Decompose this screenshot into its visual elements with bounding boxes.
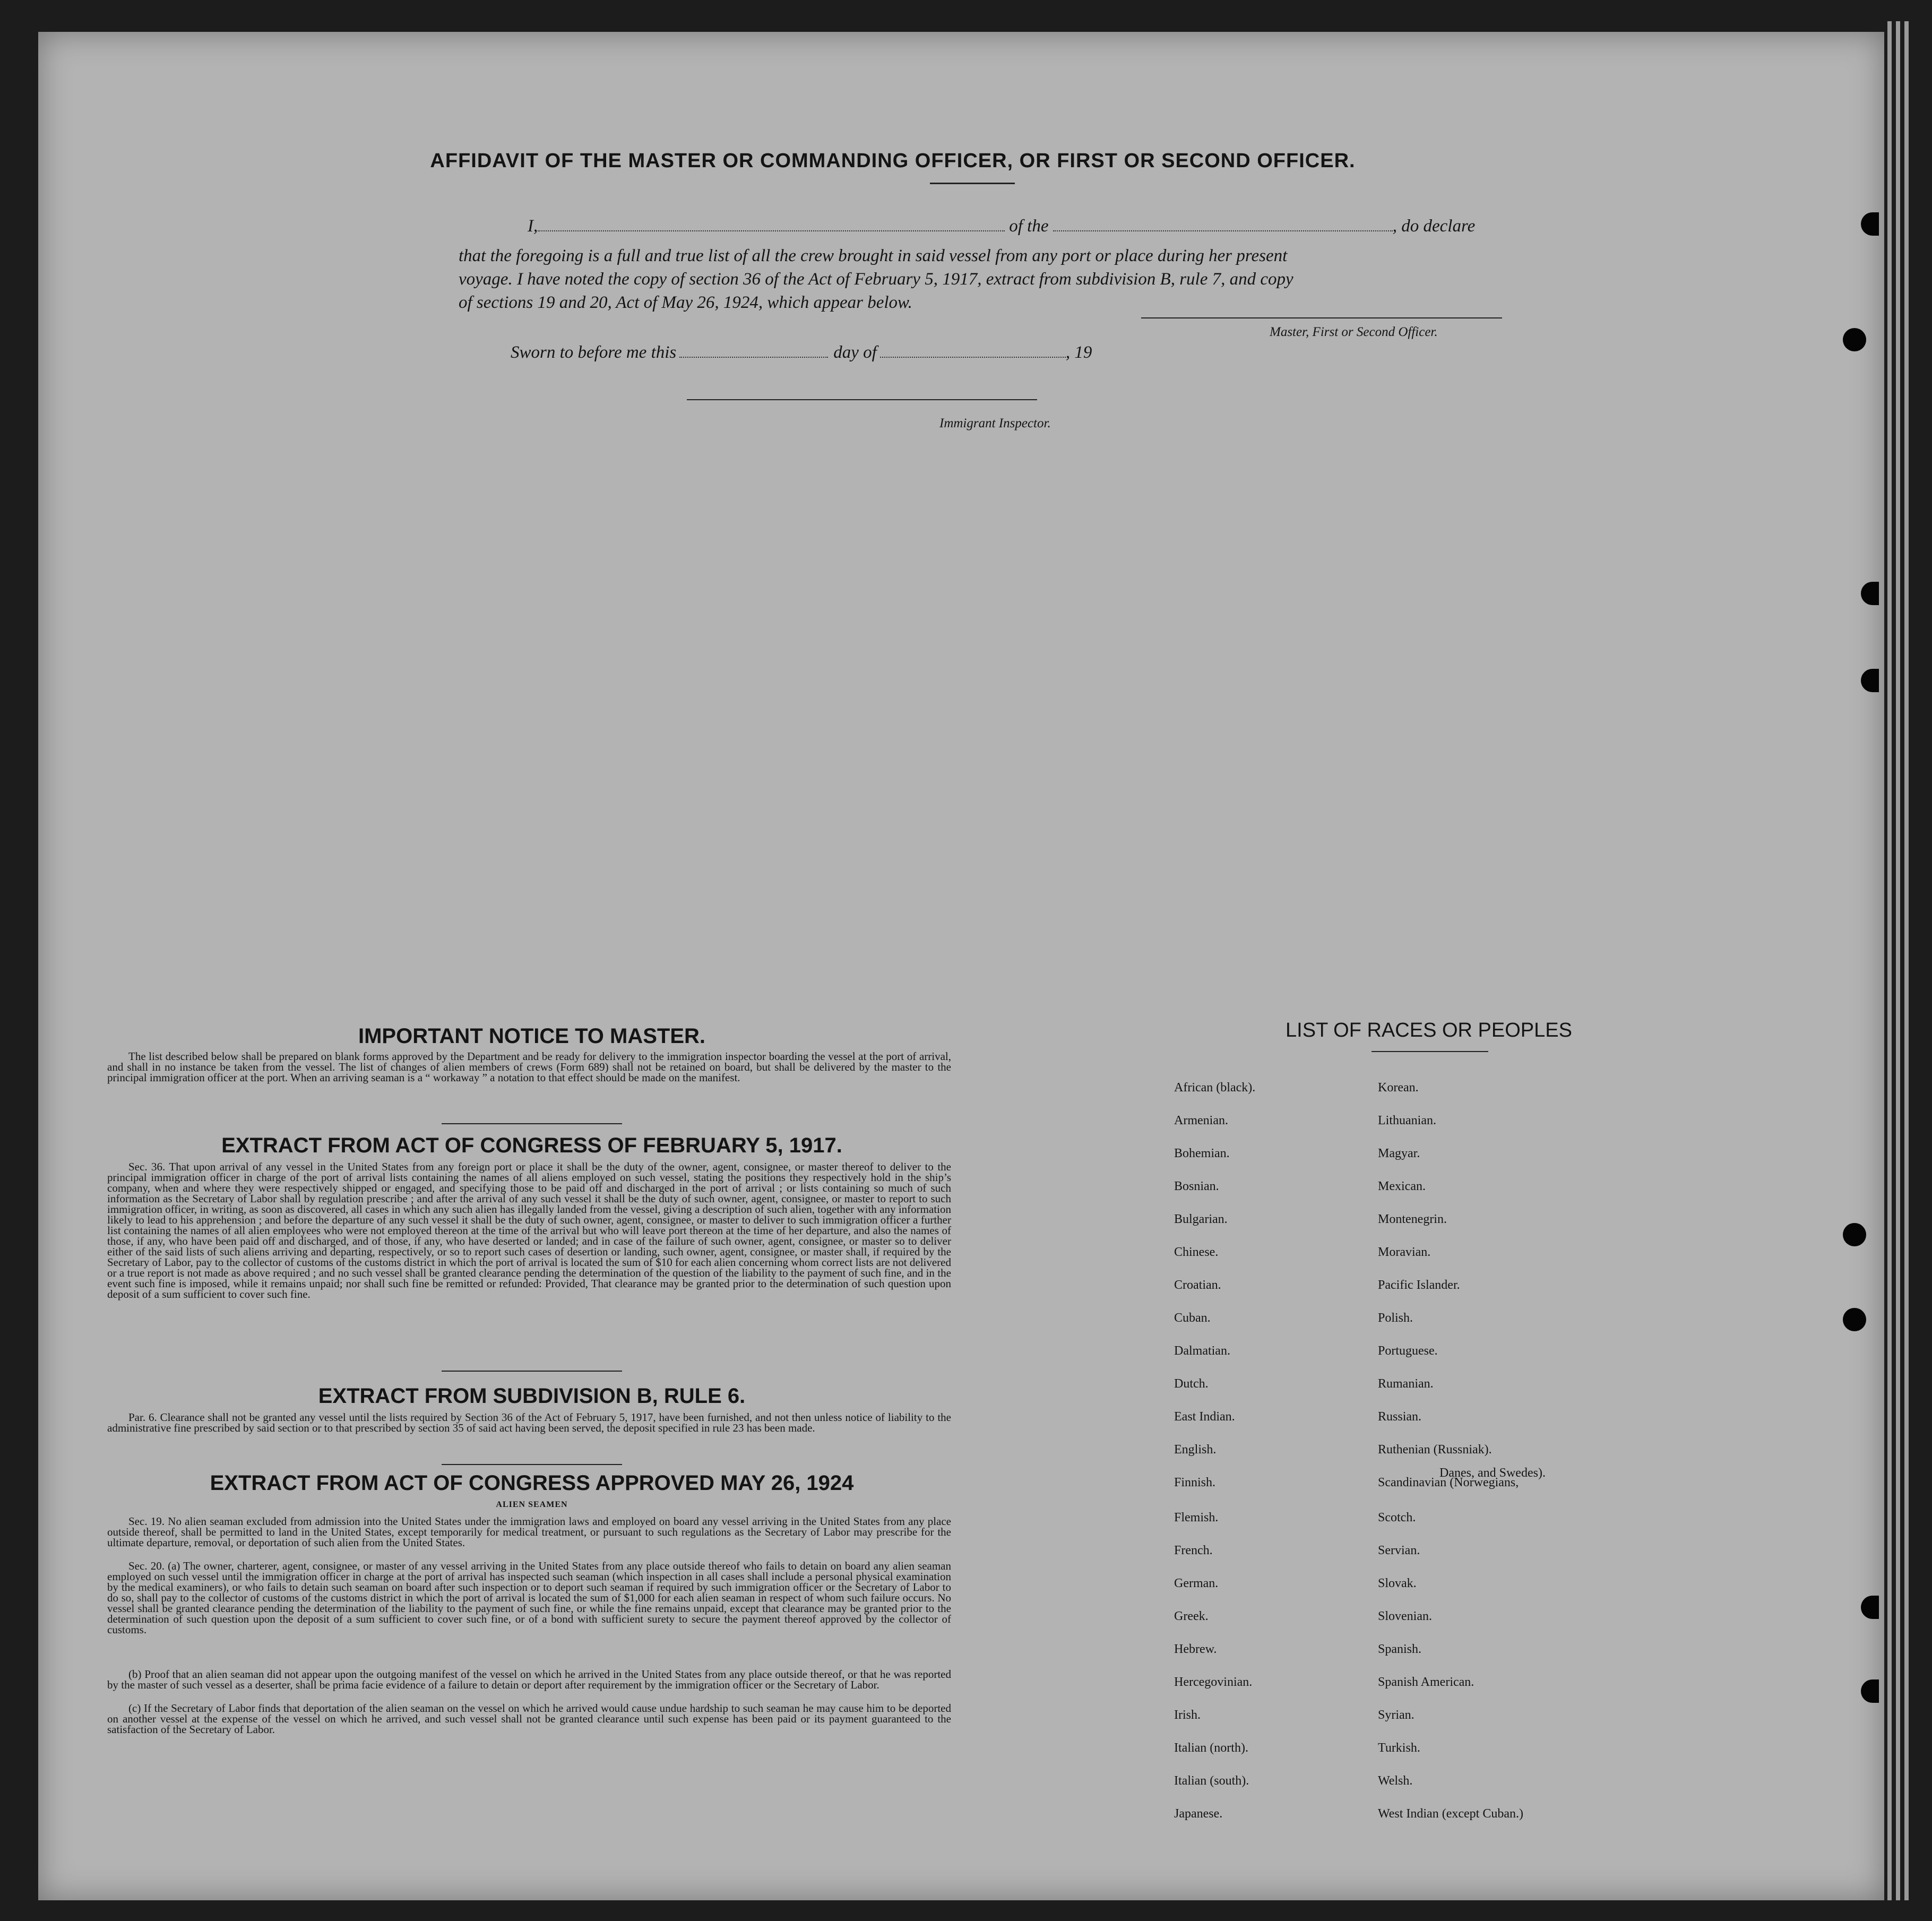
sec-20b-text: (b) Proof that an alien seaman did not appear upon the outgoing manifest of the vessel on which he arrived in the United States from any place outside thereof, or that he was reported by the master of such vessel as a deserter, shall be prima facie evidence of a failure to detain or deport after requirement by the immigration officer or the Secretary of Labor.: [107, 1668, 951, 1691]
do-declare-label: , do declare: [1392, 217, 1476, 236]
race-item: Syrian.: [1378, 1708, 1414, 1722]
punch-hole: [1843, 328, 1866, 351]
race-item: Bosnian.: [1174, 1179, 1219, 1193]
extract-1917-title: EXTRACT FROM ACT OF CONGRESS OF FEBRUARY 5, 1917.: [221, 1134, 842, 1157]
punch-hole: [1861, 1679, 1879, 1703]
race-item: Servian.: [1378, 1544, 1420, 1557]
race-item: Spanish.: [1378, 1642, 1422, 1656]
race-item: Russian.: [1378, 1410, 1422, 1424]
inspector-caption: Immigrant Inspector.: [939, 416, 1051, 430]
race-item: Slovenian.: [1378, 1609, 1432, 1623]
divider: [1372, 1051, 1488, 1052]
race-item: Irish.: [1174, 1708, 1201, 1722]
race-item: Dutch.: [1174, 1377, 1209, 1391]
punch-hole: [1861, 669, 1879, 692]
i-label: I,: [528, 217, 538, 236]
affidavit-title: AFFIDAVIT OF THE MASTER OR COMMANDING OFFICER, OR FIRST OR SECOND OFFICER.: [430, 150, 1356, 172]
race-item: Chinese.: [1174, 1245, 1219, 1259]
punch-hole: [1843, 1308, 1866, 1331]
affidavit-body-line: that the foregoing is a full and true list of all the crew brought in said vessel from any port or place during her present: [459, 246, 1288, 265]
sec-20a-text: Sec. 20. (a) The owner, charterer, agent, consignee, or master of any vessel arriving in the United States from any place outside thereof who fails to detain on board any alien seaman employed on such vessel until the immigration officer in charge at the port of arrival has inspected such seaman (which inspection in all cases shall include a personal physical examination by the medical examiners), or who fails to detain such seaman on board after such inspection or to deport such seaman if required by such immigration officer or the Secretary of Labor to do so, shall pay to the collector of customs of the customs district in which the port of arrival is located the sum of $1,000 for each alien seaman in respect of whom such failure occurs. No vessel shall be granted clearance pending the determination of the liability to the payment of such fine, or while the fine remains unpaid, except that clearance may be granted prior to the determination of such question upon the deposit of a sum sufficient to cover such fine, or of a bond with sufficient surety to secure the payment thereof approved by the collector of customs.: [107, 1560, 951, 1636]
subdivision-b-title: EXTRACT FROM SUBDIVISION B, RULE 6.: [318, 1384, 746, 1408]
race-item: Polish.: [1378, 1311, 1413, 1325]
race-item: Turkish.: [1378, 1741, 1420, 1755]
punch-hole: [1861, 212, 1879, 236]
race-item: Welsh.: [1378, 1774, 1413, 1788]
race-item: Italian (south).: [1174, 1774, 1249, 1788]
divider: [442, 1371, 622, 1372]
race-item: African (black).: [1174, 1081, 1256, 1095]
signature-line[interactable]: [1141, 317, 1502, 318]
document-sheet: [38, 32, 1884, 1900]
race-item: Hebrew.: [1174, 1642, 1217, 1656]
race-item: Finnish.: [1174, 1476, 1216, 1489]
race-item: Portuguese.: [1378, 1344, 1438, 1358]
race-item: Montenegrin.: [1378, 1212, 1447, 1226]
race-item: Greek.: [1174, 1609, 1209, 1623]
subdivision-b-text: Par. 6. Clearance shall not be granted any vessel until the lists required by Section 36 of the Act of February 5, 1917, have been furnished, and not then unless notice of liability to the administrative fine prescribed by said section or to that prescribed by section 35 of said act having been served, the deposit specified in rule 23 has been made.: [107, 1411, 951, 1434]
day-of-label: day of: [833, 343, 877, 362]
page-edge: [1887, 21, 1892, 1900]
race-item: English.: [1174, 1443, 1217, 1457]
name-field[interactable]: [538, 217, 1005, 231]
sec-19-text: Sec. 19. No alien seaman excluded from admission into the United States under the immigration laws and employed on board any vessel arriving in the United States from any place outside thereof, shall be permitted to land in the United States, except temporarily for medical treatment, or pursuant to such regulations as the Secretary of Labor may prescribe for the ultimate departure, removal, or deportation of such alien from the United States.: [107, 1515, 951, 1549]
race-item: Lithuanian.: [1378, 1114, 1436, 1127]
race-item: Rumanian.: [1378, 1377, 1434, 1391]
race-item: Hercegovinian.: [1174, 1675, 1253, 1689]
punch-hole: [1861, 582, 1879, 605]
race-item: Bulgarian.: [1174, 1212, 1228, 1226]
extract-1917-text: Sec. 36. That upon arrival of any vessel in the United States from any foreign port or place it shall be the duty of the owner, agent, consignee, or master thereof to deliver to the principal immigration officer in charge of the port of arrival lists containing the names of all aliens employed on such vessel, stating the positions they respectively hold in the ship’s company, when and where they were respectively shipped or engaged, and specifying those to be paid off and discharged in the port of arrival ; or lists containing so much of such information as the Secretary of Labor shall by regulation prescribe ; and after the arrival of any such vessel it shall be the duty of such owner, agent, consignee, or master to report to such immigration officer, in writing, as soon as discovered, all cases in which any such alien has illegally landed from the vessel, giving a description of such alien, together with any information likely to lead to his apprehension ; and before the departure of any such vessel it shall be the duty of such owner, agent, consignee, or master to deliver to such immigration officer a further list containing the names of all alien employees who were not employed thereon at the time of the arrival but who will leave port thereon at the time of her departure, and also the names of those, if any, who have been paid off and discharged, and of those, if any, who have deserted or landed; and in case of the failure of such owner, agent, consignee, or master so to deliver either of the said lists of such aliens arriving and departing, respectively, or so to report such cases of desertion or landing, such owner, agent, consignee, or master shall, if required by the Secretary of Labor, pay to the collector of customs of the customs district in which the port of arrival is located the sum of $10 for each alien concerning whom correct lists are not delivered or a true report is not made as above required ; and no such vessel shall be granted clearance pending the determination of the question of the liability to the payment of such fine, and in the event such fine is imposed, while it remains unpaid; nor shall such fine be remitted or refunded: Provided, That clearance may be granted prior to the determination of such question upon deposit of a sum sufficient to cover such fine.: [107, 1160, 951, 1300]
race-item: Mexican.: [1378, 1179, 1426, 1193]
year-prefix: , 19: [1065, 343, 1092, 362]
affidavit-body-line: of sections 19 and 20, Act of May 26, 1924, which appear below.: [459, 293, 912, 312]
signature-caption: Master, First or Second Officer.: [1270, 325, 1438, 339]
page-edge: [1904, 21, 1909, 1900]
sworn-before-label: Sworn to before me this: [511, 343, 677, 362]
race-item: East Indian.: [1174, 1410, 1235, 1424]
race-item: Scandinavian (Norwegians,: [1378, 1476, 1519, 1489]
vessel-field[interactable]: [1053, 217, 1393, 231]
race-item: Bohemian.: [1174, 1147, 1230, 1160]
race-item: German.: [1174, 1577, 1219, 1590]
race-item: Cuban.: [1174, 1311, 1211, 1325]
race-item: Korean.: [1378, 1081, 1419, 1095]
extract-1924-title: EXTRACT FROM ACT OF CONGRESS APPROVED MAY 26, 1924: [210, 1471, 854, 1495]
sec-20c-text: (c) If the Secretary of Labor finds that deportation of the alien seaman on the vessel on which he arrived would cause undue hardship to such seaman he may cause him to be deported on another vessel at the expense of the vessel on which he arrived, and such vessel shall not be granted clearance until such expense has been paid or its payment guaranteed to the satisfaction of the Secretary of Labor.: [107, 1702, 951, 1736]
race-item: Pacific Islander.: [1378, 1278, 1460, 1292]
sworn-line: [511, 343, 1092, 363]
race-item: Italian (north).: [1174, 1741, 1248, 1755]
race-item: Armenian.: [1174, 1114, 1228, 1127]
inspector-line[interactable]: [687, 399, 1037, 400]
month-field[interactable]: [880, 343, 1066, 358]
race-item: Ruthenian (Russniak).: [1378, 1443, 1492, 1457]
race-item: Spanish American.: [1378, 1675, 1474, 1689]
race-item: Croatian.: [1174, 1278, 1221, 1292]
punch-hole: [1843, 1223, 1866, 1246]
notice-title: IMPORTANT NOTICE TO MASTER.: [358, 1024, 706, 1048]
races-title: LIST OF RACES OR PEOPLES: [1286, 1019, 1572, 1041]
notice-text: The list described below shall be prepared on blank forms approved by the Department and be ready for delivery to the immigration inspector boarding the vessel at the port of arrival, and shall in no instance be taken from the vessel. The list of changes of alien members of crews (Form 689) shall not be retained on board, but shall be delivered by the master to the principal immigration officer at the port. When an arriving seaman is a “ workaway ” a notation to that effect should be made on the manifest.: [107, 1050, 951, 1084]
divider: [442, 1464, 622, 1465]
race-item: West Indian (except Cuban.): [1378, 1807, 1523, 1821]
of-the-label: of the: [1009, 217, 1049, 236]
race-item: Moravian.: [1378, 1245, 1431, 1259]
race-item: Slovak.: [1378, 1577, 1417, 1590]
race-item: Japanese.: [1174, 1807, 1223, 1821]
alien-seamen-subtitle: ALIEN SEAMEN: [496, 1500, 568, 1509]
divider: [442, 1123, 622, 1124]
race-item: Dalmatian.: [1174, 1344, 1230, 1358]
race-item: Flemish.: [1174, 1511, 1219, 1524]
race-item: French.: [1174, 1544, 1213, 1557]
race-item-continuation: Danes, and Swedes).: [1439, 1466, 1546, 1480]
punch-hole: [1861, 1596, 1879, 1619]
declaration-line: [528, 217, 1475, 236]
affidavit-body-line: voyage. I have noted the copy of section 36 of the Act of February 5, 1917, extract from subdivision B, rule 7, and copy: [459, 270, 1293, 289]
race-item: Magyar.: [1378, 1147, 1420, 1160]
divider: [930, 183, 1015, 184]
page-edge: [1896, 21, 1900, 1900]
day-field[interactable]: [679, 343, 828, 358]
race-item: Scotch.: [1378, 1511, 1416, 1524]
